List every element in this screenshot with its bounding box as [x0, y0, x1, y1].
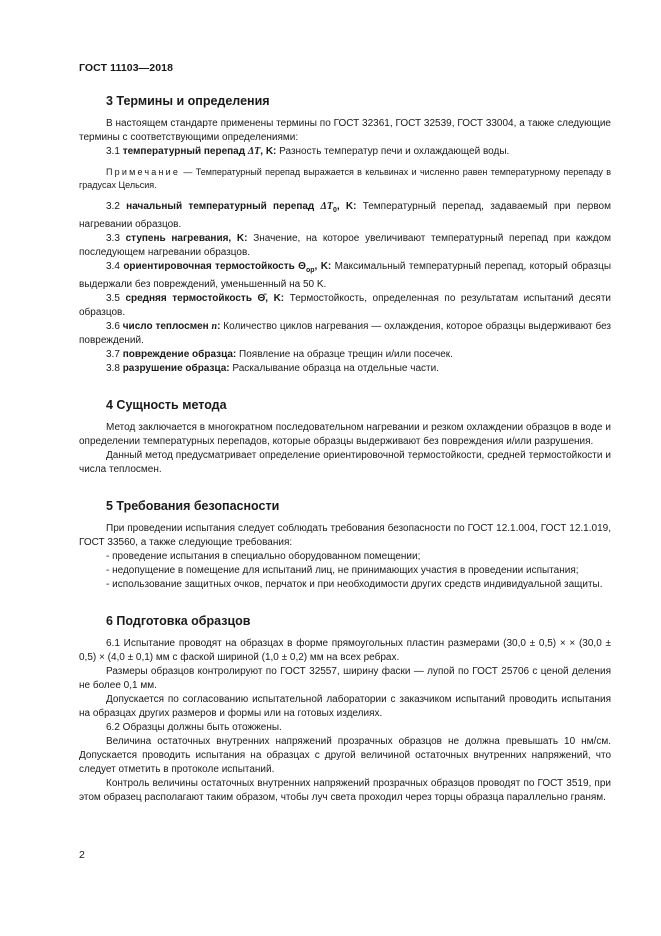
section-5-heading: 5 Требования безопасности — [106, 499, 280, 513]
section-5-para-1: При проведении испытания следует соблюдать требования безопасности по ГОСТ 12.1.004, ГОСТ 12.1.019, ГОСТ 33560, а также следующие требования: — [79, 523, 611, 548]
document-body — [79, 80, 611, 805]
section-5-list-item: - использование защитных очков, перчаток и при необходимости других средств индивидуальной защиты. — [106, 579, 603, 590]
section-5-list-item: - проведение испытания в специально оборудованном помещении; — [106, 551, 421, 562]
section-4-para-1: Метод заключается в многократном последовательном нагревании и резком охлаждении образцов в воде и определении температурных перепадов, которые образцы выдерживают без повреждения и/или разрушения. — [79, 422, 611, 447]
term-3-4: 3.4 ориентировочная термостойкость $\Theta_{ор}$, K: Максимальный температурный перепад, который образцы выдержали без повреждений, уменьшенный на 50 K. — [79, 261, 612, 290]
page-number: 2 — [79, 849, 85, 861]
section-6-para-1: 6.1 Испытание проводят на образцах в форме прямоугольных пластин размерами (30,0 ± 0,5) × × (30,0 ± 0,5) × (4,0 ± 0,1) мм с фаской шириной (1,0 ± 0,2) мм на всех ребрах. — [79, 638, 611, 663]
term-3-7: 3.7 повреждение образца: Появление на образце трещин и/или посечек. — [106, 349, 453, 360]
term-3-1: 3.1 температурный перепад ΔT, K: Разность температур печи и охлаждающей воды. — [106, 146, 510, 157]
term-3-6: 3.6 число теплосмен n: Количество циклов нагревания — охлаждения, которое образцы выдерживают без повреждений. — [79, 321, 611, 346]
note-3-1: Примечание — Температурный перепад выражается в кельвинах и численно равен температурному перепаду в градусах Цельсия. — [79, 167, 611, 190]
section-4-heading: 4 Сущность метода — [106, 398, 227, 412]
section-6-para-3: Допускается по согласованию испытательной лаборатории с заказчиком испытаний проводить испытания на образцах других размеров и формы или на готовых изделиях. — [79, 694, 611, 719]
term-3-2: 3.2 начальный температурный перепад $\Delta T_0$, K: Температурный перепад, задаваемый при первом нагревании образцов. — [79, 201, 611, 230]
section-6-para-5: Величина остаточных внутренних напряжений прозрачных образцов не должна превышать 10 нм/см. Допускается проводить испытания на образцах с другой величиной остаточных внутренних напряжений, что следует отметить в протоколе испытаний. — [79, 736, 611, 775]
section-6-para-2: Размеры образцов контролируют по ГОСТ 32557, ширину фаски — лупой по ГОСТ 25706 с ценой деления не более 0,1 мм. — [79, 666, 611, 691]
section-6-heading: 6 Подготовка образцов — [106, 614, 251, 628]
section-3-intro: В настоящем стандарте применены термины по ГОСТ 32361, ГОСТ 32539, ГОСТ 33004, а также следующие термины с соответствующими определениями: — [79, 118, 611, 143]
section-3-heading: 3 Термины и определения — [106, 94, 270, 108]
section-6-para-4: 6.2 Образцы должны быть отожжены. — [106, 722, 282, 733]
document-header: ГОСТ 11103—2018 — [79, 62, 174, 74]
section-5-list-item: - недопущение в помещение для испытаний лиц, не принимающих участия в проведении испытания; — [106, 565, 579, 576]
term-3-8: 3.8 разрушение образца: Раскалывание образца на отдельные части. — [106, 363, 439, 374]
section-6-para-6: Контроль величины остаточных внутренних напряжений прозрачных образцов проводят по ГОСТ 3519, при этом образец располагают таким образом, чтобы луч света проходил через торцы образца параллельно граням. — [79, 778, 611, 803]
term-3-5: 3.5 средняя термостойкость Θ̄, K: Термостойкость, определенная по результатам испытаний десяти образцов. — [79, 293, 612, 318]
section-4-para-2: Данный метод предусматривает определение ориентировочной термостойкости, средней термостойкости и числа теплосмен. — [79, 450, 611, 475]
term-3-3: 3.3 ступень нагревания, K: Значение, на которое увеличивают температурный перепад при каждом последующем нагревании образцов. — [79, 233, 612, 258]
